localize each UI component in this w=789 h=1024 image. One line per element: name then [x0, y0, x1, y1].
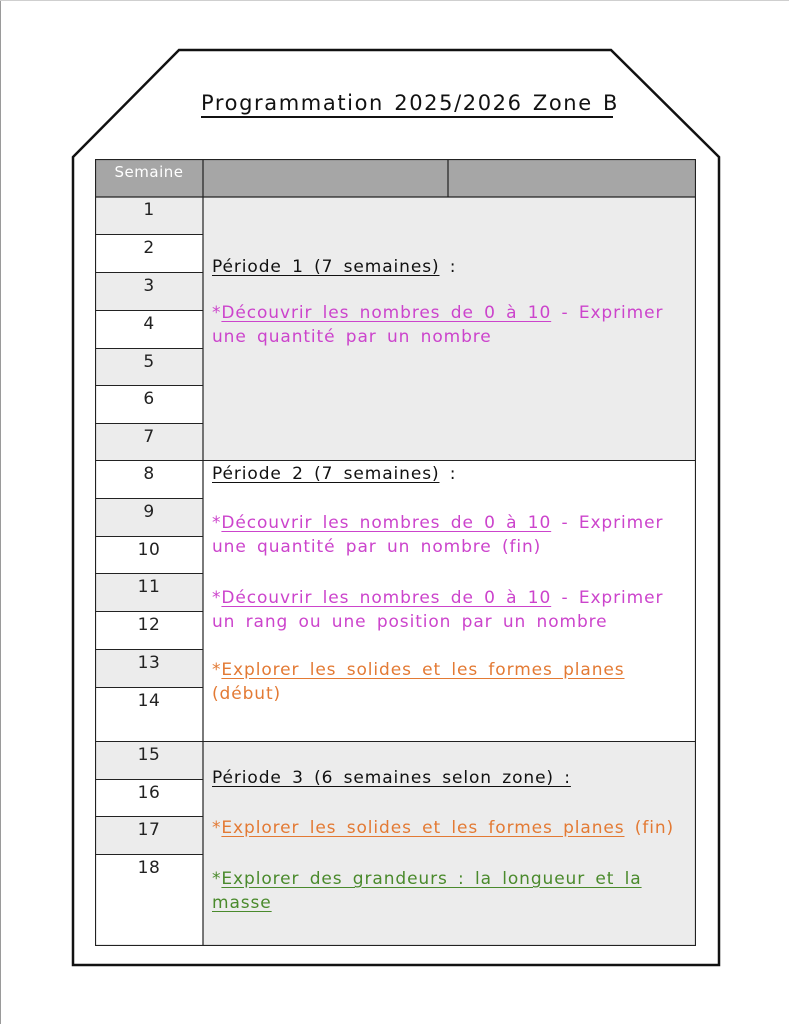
week-cell: 4 [95, 311, 203, 349]
week-cell: 12 [95, 612, 203, 650]
objective-title: Découvrir les nombres de 0 à 10 [221, 513, 552, 533]
week-cell: 16 [95, 780, 203, 817]
week-cell: 2 [95, 235, 203, 273]
objective-detail: - Exprimer un rang ou une position par un nombre [212, 588, 664, 632]
objective-title: Découvrir les nombres de 0 à 10 [221, 588, 552, 608]
week-cell: 11 [95, 574, 203, 612]
bullet-star: * [212, 588, 222, 608]
week-cell: 15 [95, 742, 203, 780]
week-cell: 13 [95, 650, 203, 688]
week-cell: 5 [95, 349, 203, 386]
objective-detail: (début) [212, 684, 282, 704]
week-cell: 8 [95, 461, 203, 499]
header-semaine: Semaine [95, 159, 203, 197]
objective-title: Explorer les solides et les formes planes [221, 818, 625, 838]
period-1-heading-suffix: : [439, 257, 457, 277]
bullet-star: * [212, 513, 222, 533]
programmation-table [95, 159, 696, 946]
week-cell: 10 [95, 537, 203, 574]
period-2-heading-suffix: : [439, 464, 457, 484]
bullet-star: * [212, 303, 222, 323]
week-cell: 14 [95, 688, 203, 742]
objective-title: Explorer les solides et les formes planes [221, 660, 625, 680]
week-cell: 6 [95, 386, 203, 424]
document-title: Programmation 2025/2026 Zone B [201, 91, 620, 115]
week-cell: 1 [95, 197, 203, 235]
week-cell: 9 [95, 499, 203, 537]
objective-detail: - Exprimer une quantité par un nombre (fin) [212, 513, 664, 557]
period-1-heading: Période 1 (7 semaines) [212, 257, 440, 277]
period-2-heading: Période 2 (7 semaines) [212, 464, 440, 484]
period-3-heading: Période 3 (6 semaines selon zone) : [212, 768, 571, 788]
objective-title: Explorer des grandeurs : la longueur et la masse [212, 869, 642, 913]
table-grid-lines [95, 159, 696, 946]
week-cell: 7 [95, 424, 203, 461]
objective-detail: (fin) [624, 818, 675, 838]
week-cell: 17 [95, 817, 203, 855]
week-cell: 3 [95, 273, 203, 311]
bullet-star: * [212, 818, 222, 838]
objective-detail: - Exprimer une quantité par un nombre [212, 303, 664, 347]
bullet-star: * [212, 869, 222, 889]
week-cell: 18 [95, 855, 203, 946]
bullet-star: * [212, 660, 222, 680]
objective-title: Découvrir les nombres de 0 à 10 [221, 303, 552, 323]
title-underline [201, 116, 613, 118]
